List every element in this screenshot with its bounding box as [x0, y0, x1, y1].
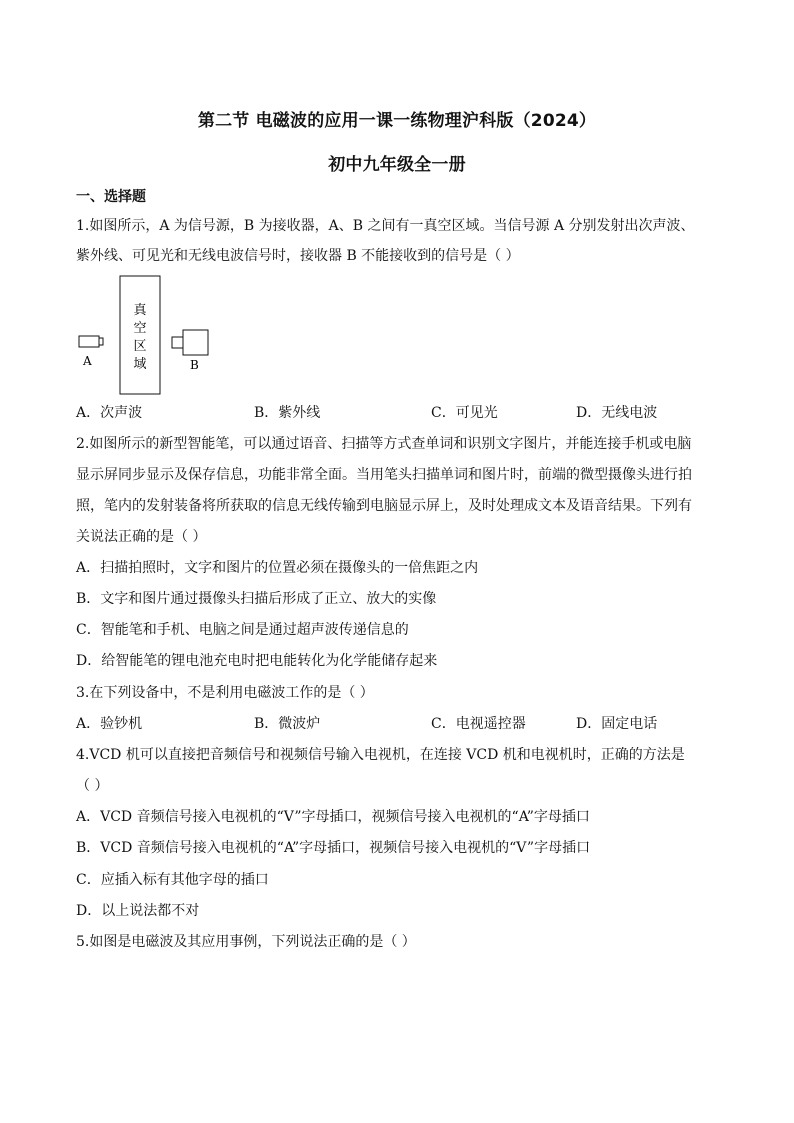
signal-source-a-icon: [79, 336, 99, 347]
question-text-line: （ ）: [76, 778, 109, 794]
option-d: D．无线电波: [576, 405, 658, 421]
section-heading: 一、选择题: [76, 189, 146, 205]
question-text-line: 紫外线、可见光和无线电波信号时，接收器 B 不能接收到的信号是（ ）: [76, 248, 520, 264]
option-c: C．智能笔和手机、电脑之间是通过超声波传递信息的: [76, 622, 409, 638]
question-text-line: 5.如图是电磁波及其应用事例，下列说法正确的是（ ）: [76, 934, 416, 950]
option-c: C．可见光: [431, 405, 498, 421]
option-d: D．固定电话: [576, 716, 658, 732]
document-title: 第二节 电磁波的应用一课一练物理沪科版（2024）: [197, 111, 597, 131]
question-text-line: 关说法正确的是（ ）: [76, 529, 207, 545]
option-c: C．应插入标有其他字母的插口: [76, 872, 269, 888]
document-subtitle: 初中九年级全一册: [328, 155, 466, 175]
option-a: A．扫描拍照时，文字和图片的位置必须在摄像头的一倍焦距之内: [76, 560, 479, 576]
option-b: B．紫外线: [254, 405, 321, 421]
option-d: D．给智能笔的锂电池充电时把电能转化为化学能储存起来: [76, 653, 438, 669]
option-a: A．次声波: [76, 405, 143, 421]
question-text-line: 4.VCD 机可以直接把音频信号和视频信号输入电视机，在连接 VCD 机和电视机时，正确的方法是: [76, 747, 685, 763]
option-b: B．VCD 音频信号接入电视机的“A”字母插口，视频信号接入电视机的“V”字母插口: [76, 840, 591, 856]
question-text-line: 3.在下列设备中，不是利用电磁波工作的是（ ）: [76, 685, 374, 701]
signal-source-a-nozzle: [99, 338, 103, 345]
option-a: A．VCD 音频信号接入电视机的“V”字母插口，视频信号接入电视机的“A”字母插口: [76, 809, 590, 825]
question-text-line: 1.如图所示，A 为信号源，B 为接收器，A、B 之间有一真空区域。当信号源 A 分别发射出次声波、: [76, 218, 695, 234]
option-d: D．以上说法都不对: [76, 903, 200, 919]
label-a: A: [83, 354, 92, 368]
option-a: A．验钞机: [76, 716, 143, 732]
option-b: B．文字和图片通过摄像头扫描后形成了正立、放大的实像: [76, 591, 437, 607]
question-text-line: 2.如图所示的新型智能笔，可以通过语音、扫描等方式查单词和识别文字图片，并能连接手机或电脑: [76, 436, 692, 452]
option-b: B．微波炉: [254, 716, 321, 732]
vacuum-char: 区: [133, 339, 147, 354]
option-c: C．电视遥控器: [431, 716, 526, 732]
vacuum-region-diagram: [70, 270, 230, 400]
vacuum-char: 空: [133, 321, 147, 336]
label-b: B: [190, 358, 199, 372]
vacuum-char: 域: [133, 357, 147, 372]
receiver-b-icon: [183, 330, 208, 355]
question-text-line: 照，笔内的发射装备将所获取的信息无线传输到电脑显示屏上，及时处理成文本及语音结果。下列有: [76, 498, 692, 514]
receiver-b-port: [172, 337, 183, 348]
question-text-line: 显示屏同步显示及保存信息，功能非常全面。当用笔头扫描单词和图片时，前端的微型摄像头进行拍: [76, 467, 692, 483]
vacuum-char: 真: [133, 303, 147, 318]
